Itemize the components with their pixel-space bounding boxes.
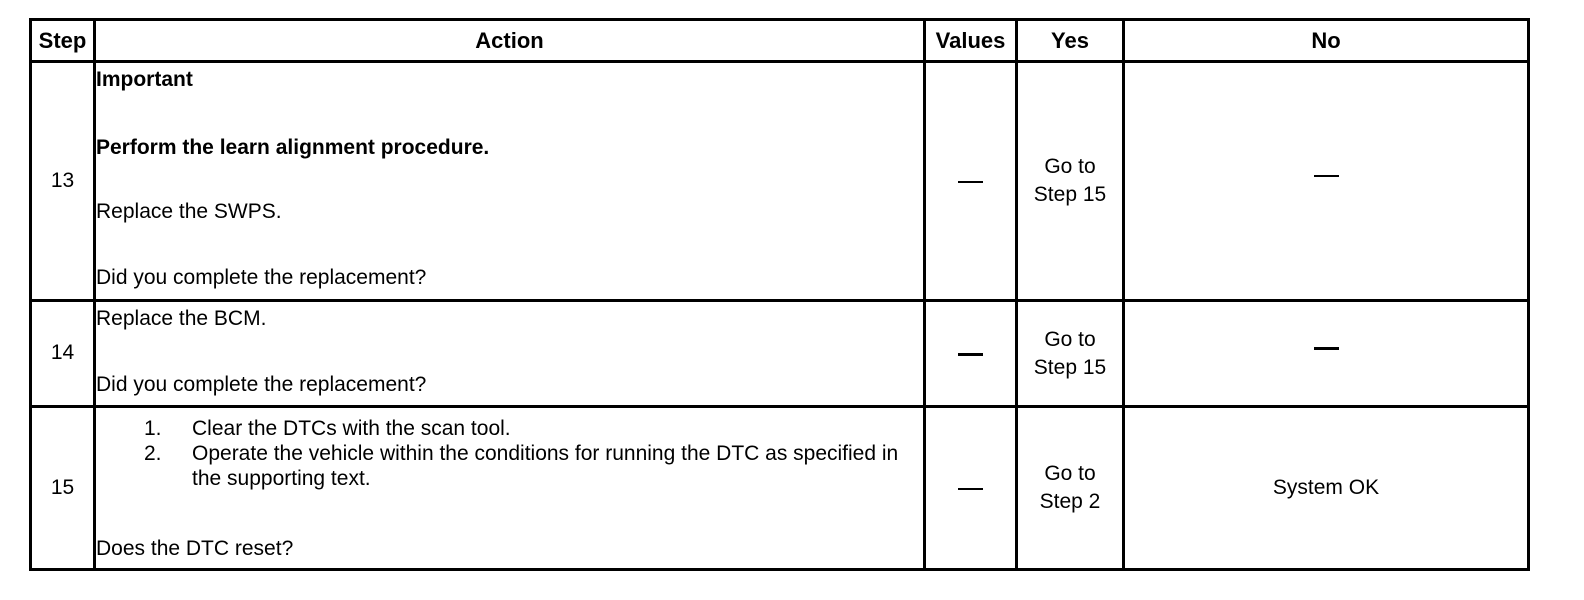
instruction-text: Replace the SWPS. [96,200,282,223]
question-text: Did you complete the replacement? [96,266,427,289]
dash-mark [958,488,983,490]
table-row [31,62,1529,301]
list-number: 2. [144,442,162,465]
question-text: Did you complete the replacement? [96,373,427,396]
yes-step: Step 2 [1039,490,1101,513]
dash-mark [1314,175,1339,177]
yes-step: Step 15 [1033,183,1107,206]
step-number: 15 [31,407,95,570]
table-row [31,407,1529,570]
instruction-text: Replace the BCM. [96,307,267,330]
header-no: No [1124,20,1529,62]
dash-mark [958,353,983,356]
no-text: System OK [1272,476,1380,499]
yes-cell [1017,301,1124,407]
list-text: Clear the DTCs with the scan tool. [192,417,511,440]
step-number: 13 [31,62,95,301]
values-cell [925,62,1017,301]
header-step: Step [31,20,95,62]
table-row [31,301,1529,407]
action-cell [95,407,925,570]
yes-goto: Go to [1044,155,1096,178]
dash-mark [1314,347,1339,350]
step-number: 14 [31,301,95,407]
action-cell [95,301,925,407]
no-cell [1124,407,1529,570]
no-cell [1124,62,1529,301]
diagnostic-table [29,18,1530,571]
action-cell [95,62,925,301]
yes-cell [1017,407,1124,570]
list-item [96,416,923,441]
list-item [96,441,923,491]
dash-mark [958,181,983,183]
list-text: Operate the vehicle within the conditions for running the DTC as specified in the supporting text. [192,442,899,490]
header-action: Action [95,20,925,62]
header-row [31,20,1529,62]
no-cell [1124,301,1529,407]
yes-goto: Go to [1044,462,1096,485]
values-cell [925,407,1017,570]
procedure-text: Perform the learn alignment procedure. [96,136,490,159]
list-number: 1. [144,417,162,440]
question-text: Does the DTC reset? [96,537,294,560]
yes-cell [1017,62,1124,301]
yes-step: Step 15 [1033,355,1107,379]
values-cell [925,301,1017,407]
important-label: Important [96,68,193,91]
header-yes: Yes [1017,20,1124,62]
header-values: Values [925,20,1017,62]
procedure-list [96,416,923,491]
yes-goto: Go to [1044,327,1096,351]
